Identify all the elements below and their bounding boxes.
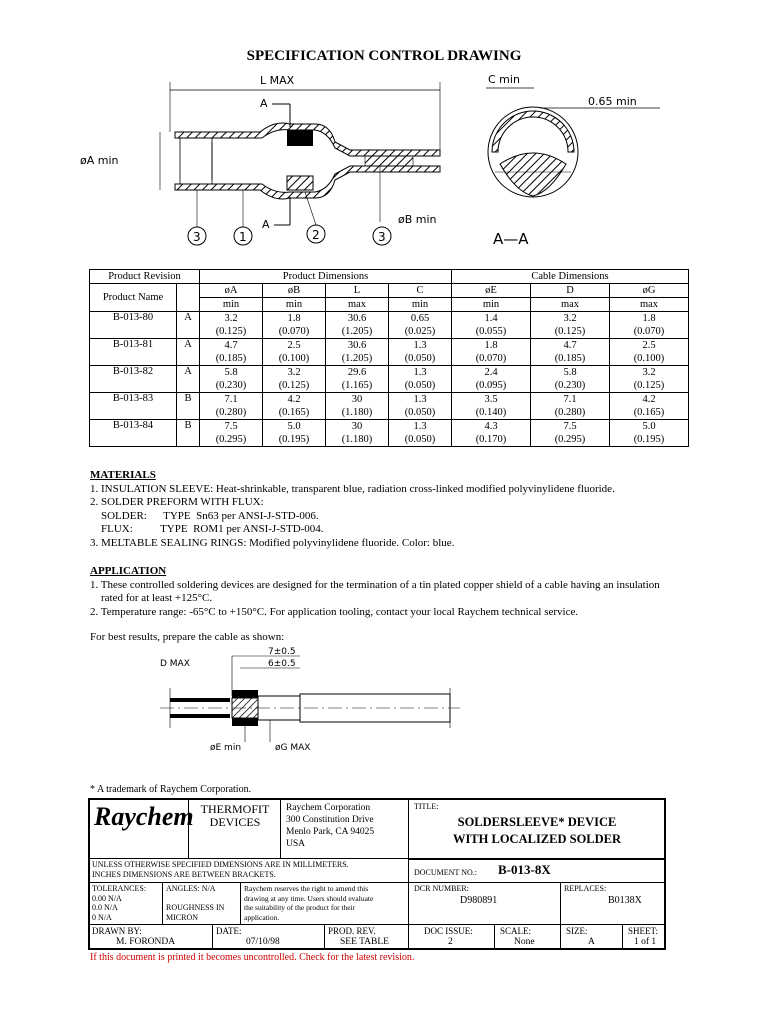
cell-mm: 4.7 bbox=[531, 339, 610, 353]
cell-mm: 4.3 bbox=[452, 420, 531, 434]
cell-mm: 4.2 bbox=[610, 393, 689, 407]
dim-b: øB min bbox=[398, 213, 437, 226]
doc-no: B-013-8X bbox=[498, 862, 551, 877]
th-l: L bbox=[326, 284, 389, 298]
cell-in: (0.230) bbox=[531, 379, 610, 393]
cell-in: (0.100) bbox=[610, 352, 689, 366]
drawn-by: M. FORONDA bbox=[116, 937, 176, 947]
disclaimer-line: drawing at any time. Users should evaluate bbox=[244, 893, 374, 903]
cell-mm: 2.4 bbox=[452, 366, 531, 380]
cable-prep-drawing bbox=[160, 648, 480, 758]
dim-a: øA min bbox=[80, 154, 119, 167]
th-a: øA bbox=[200, 284, 263, 298]
cell-mm: 4.7 bbox=[200, 339, 263, 353]
cell-in: (0.165) bbox=[610, 406, 689, 420]
callout-3a: 3 bbox=[193, 230, 201, 244]
th-d-unit: max bbox=[531, 298, 610, 312]
prep-gmax: øG MAX bbox=[275, 743, 311, 753]
disclaimer-line: application. bbox=[244, 912, 280, 922]
cell-in: (0.170) bbox=[452, 433, 531, 447]
th-a-unit: min bbox=[200, 298, 263, 312]
cell-in: (1.205) bbox=[326, 325, 389, 339]
prep-dmax: D MAX bbox=[160, 659, 190, 669]
dim-cmin: C min bbox=[488, 73, 520, 86]
product-name: B-013-80 bbox=[90, 312, 177, 339]
product-name: B-013-81 bbox=[90, 339, 177, 366]
roughness-2: MICRON bbox=[166, 912, 199, 922]
sheet: 1 of 1 bbox=[634, 937, 657, 947]
application-line: 2. Temperature range: -65°C to +150°C. For application tooling, contact your local Raychem technical service. bbox=[90, 605, 579, 618]
scale-label: SCALE: bbox=[500, 926, 532, 936]
disclaimer-line: Raychem reserves the right to amend this bbox=[244, 884, 369, 893]
cell-mm: 29.6 bbox=[326, 366, 389, 380]
date: 07/10/98 bbox=[246, 937, 280, 947]
th-product-name: Product Name bbox=[90, 284, 177, 312]
materials-section bbox=[90, 469, 615, 550]
materials-line: 1. INSULATION SLEEVE: Heat-shrinkable, transparent blue, radiation cross-linked modified polyvinylidene fluoride. bbox=[90, 482, 615, 495]
th-b: øB bbox=[263, 284, 326, 298]
document-title bbox=[408, 814, 666, 848]
cell-mm: 5.0 bbox=[610, 420, 689, 434]
cell-in: (0.050) bbox=[389, 379, 452, 393]
cell-mm: 1.8 bbox=[452, 339, 531, 353]
th-g-unit: max bbox=[610, 298, 689, 312]
cell-mm: 1.3 bbox=[389, 393, 452, 407]
cell-mm: 5.0 bbox=[263, 420, 326, 434]
size: A bbox=[588, 937, 595, 947]
th-e: øE bbox=[452, 284, 531, 298]
angles: ANGLES: N/A bbox=[166, 884, 216, 893]
units-note-1: UNLESS OTHERWISE SPECIFIED DIMENSIONS ARE IN MILLIMETERS. bbox=[92, 860, 349, 869]
cell-in: (0.195) bbox=[263, 433, 326, 447]
table-row bbox=[90, 393, 689, 407]
callout-1: 1 bbox=[239, 230, 247, 244]
disclaimer-line: the suitability of the product for their bbox=[244, 903, 356, 912]
cell-mm: 1.3 bbox=[389, 366, 452, 380]
cell-in: (0.070) bbox=[452, 352, 531, 366]
cell-mm: 0.65 bbox=[389, 312, 452, 326]
cell-in: (0.125) bbox=[263, 379, 326, 393]
th-c: C bbox=[389, 284, 452, 298]
title-block bbox=[88, 798, 666, 950]
th-l-unit: max bbox=[326, 298, 389, 312]
cell-in: (0.100) bbox=[263, 352, 326, 366]
scale: None bbox=[514, 937, 535, 947]
cell-mm: 30 bbox=[326, 420, 389, 434]
cell-in: (0.125) bbox=[200, 325, 263, 339]
address-line: Menlo Park, CA 94025 bbox=[286, 827, 375, 837]
prep-dim7: 7±0.5 bbox=[268, 647, 296, 657]
prod-rev: SEE TABLE bbox=[340, 937, 389, 947]
cell-mm: 5.8 bbox=[200, 366, 263, 380]
size-label: SIZE: bbox=[566, 926, 588, 936]
product-rev: A bbox=[177, 312, 200, 339]
product-table bbox=[89, 269, 689, 447]
th-e-unit: min bbox=[452, 298, 531, 312]
product-line-2: DEVICES bbox=[209, 815, 261, 829]
cell-mm: 7.5 bbox=[200, 420, 263, 434]
label-a-bottom: A bbox=[262, 218, 270, 231]
roughness-1: ROUGHNESS IN bbox=[166, 903, 225, 912]
cell-in: (0.230) bbox=[200, 379, 263, 393]
materials-line: SOLDER: TYPE Sn63 per ANSI-J-STD-006. bbox=[90, 509, 319, 522]
cell-in: (0.295) bbox=[200, 433, 263, 447]
units-note bbox=[92, 860, 349, 879]
prep-emin: øE min bbox=[210, 743, 242, 753]
product-rev: B bbox=[177, 420, 200, 447]
table-row bbox=[90, 366, 689, 380]
product-rev: A bbox=[177, 366, 200, 393]
cell-in: (0.070) bbox=[610, 325, 689, 339]
replaces: B0138X bbox=[608, 895, 642, 906]
address-line: 300 Constitution Drive bbox=[286, 815, 374, 825]
dim-lmax: L MAX bbox=[260, 74, 295, 87]
cell-mm: 7.5 bbox=[531, 420, 610, 434]
cell-mm: 1.8 bbox=[610, 312, 689, 326]
cell-mm: 30 bbox=[326, 393, 389, 407]
cell-mm: 2.5 bbox=[263, 339, 326, 353]
cell-in: (0.140) bbox=[452, 406, 531, 420]
cell-mm: 3.2 bbox=[610, 366, 689, 380]
title-label: TITLE: bbox=[414, 802, 439, 811]
product-name: B-013-83 bbox=[90, 393, 177, 420]
th-c-unit: min bbox=[389, 298, 452, 312]
cell-mm: 30.6 bbox=[326, 312, 389, 326]
callout-3b: 3 bbox=[378, 230, 386, 244]
table-row bbox=[90, 312, 689, 326]
th-g: øG bbox=[610, 284, 689, 298]
table-row bbox=[90, 339, 689, 353]
dim-065: 0.65 min bbox=[588, 95, 637, 108]
label-a-top: A bbox=[260, 97, 268, 110]
cell-mm: 1.3 bbox=[389, 420, 452, 434]
cell-in: (0.195) bbox=[610, 433, 689, 447]
doc-issue-label: DOC ISSUE: bbox=[424, 926, 473, 936]
cell-mm: 1.4 bbox=[452, 312, 531, 326]
prep-text: For best results, prepare the cable as shown: bbox=[90, 631, 285, 643]
application-heading: APPLICATION bbox=[90, 565, 167, 577]
cell-in: (0.050) bbox=[389, 433, 452, 447]
address-line: USA bbox=[286, 839, 306, 849]
application-line: rated for at least +125°C. bbox=[90, 592, 213, 604]
company-address bbox=[286, 802, 374, 850]
doc-issue: 2 bbox=[448, 937, 453, 947]
materials-line: 3. MELTABLE SEALING RINGS: Modified polyvinylidene fluoride. Color: blue. bbox=[90, 536, 455, 549]
title-line-1: SOLDERSLEEVE* DEVICE bbox=[457, 815, 617, 829]
th-revision: Product Revision bbox=[90, 270, 200, 284]
cell-in: (0.095) bbox=[452, 379, 531, 393]
roughness bbox=[166, 903, 224, 922]
application-section bbox=[90, 565, 660, 645]
tol-line: 0 N/A bbox=[92, 912, 112, 922]
cell-mm: 3.2 bbox=[263, 366, 326, 380]
cell-mm: 4.2 bbox=[263, 393, 326, 407]
cell-in: (0.295) bbox=[531, 433, 610, 447]
cell-mm: 2.5 bbox=[610, 339, 689, 353]
application-line: 1. These controlled soldering devices are designed for the termination of a tin plated copper shield of a cable having an insulation bbox=[90, 578, 660, 591]
product-rev: B bbox=[177, 393, 200, 420]
doc-no-label: DOCUMENT NO.: bbox=[414, 868, 477, 877]
date-label: DATE: bbox=[216, 926, 242, 936]
cell-in: (0.055) bbox=[452, 325, 531, 339]
cell-in: (0.165) bbox=[263, 406, 326, 420]
uncontrolled-notice: If this document is printed it becomes uncontrolled. Check for the latest revision. bbox=[90, 952, 415, 963]
cell-in: (0.070) bbox=[263, 325, 326, 339]
th-d: D bbox=[531, 284, 610, 298]
cell-mm: 7.1 bbox=[200, 393, 263, 407]
trademark-note: * A trademark of Raychem Corporation. bbox=[90, 784, 252, 795]
cell-in: (0.050) bbox=[389, 352, 452, 366]
th-product-dims: Product Dimensions bbox=[200, 270, 452, 284]
cell-in: (0.125) bbox=[610, 379, 689, 393]
materials-line: FLUX: TYPE ROM1 per ANSI-J-STD-004. bbox=[90, 523, 324, 535]
th-cable-dims: Cable Dimensions bbox=[452, 270, 689, 284]
dcr-label: DCR NUMBER: bbox=[414, 884, 469, 893]
materials-heading: MATERIALS bbox=[90, 469, 156, 481]
sleeve-drawing bbox=[80, 72, 670, 252]
table-row bbox=[90, 420, 689, 434]
drawn-by-label: DRAWN BY: bbox=[92, 926, 142, 936]
tol-label: TOLERANCES: bbox=[92, 884, 147, 893]
product-line-1: THERMOFIT bbox=[200, 802, 270, 816]
product-name: B-013-82 bbox=[90, 366, 177, 393]
tol-line: 0.00 N/A bbox=[92, 893, 122, 903]
tolerances bbox=[92, 884, 146, 922]
materials-line: 2. SOLDER PREFORM WITH FLUX: bbox=[90, 496, 264, 508]
cell-in: (0.185) bbox=[531, 352, 610, 366]
cell-in: (0.185) bbox=[200, 352, 263, 366]
cell-mm: 1.3 bbox=[389, 339, 452, 353]
cell-in: (1.205) bbox=[326, 352, 389, 366]
title-line-2: WITH LOCALIZED SOLDER bbox=[452, 832, 622, 846]
cell-in: (0.280) bbox=[200, 406, 263, 420]
cell-mm: 3.2 bbox=[531, 312, 610, 326]
cell-in: (1.180) bbox=[326, 433, 389, 447]
cell-mm: 30.6 bbox=[326, 339, 389, 353]
cell-mm: 1.8 bbox=[263, 312, 326, 326]
prod-rev-label: PROD. REV. bbox=[328, 926, 376, 936]
cell-in: (0.125) bbox=[531, 325, 610, 339]
units-note-2: INCHES DIMENSIONS ARE BETWEEN BRACKETS. bbox=[92, 869, 276, 879]
address-line: Raychem Corporation bbox=[286, 803, 371, 813]
tol-line: 0.0 N/A bbox=[92, 903, 118, 912]
prep-dim6: 6±0.5 bbox=[268, 659, 296, 669]
page-title: SPECIFICATION CONTROL DRAWING bbox=[246, 48, 522, 64]
disclaimer bbox=[244, 884, 373, 922]
cell-mm: 3.2 bbox=[200, 312, 263, 326]
callout-2: 2 bbox=[312, 228, 320, 242]
dcr-number: D980891 bbox=[460, 895, 498, 906]
cell-in: (1.165) bbox=[326, 379, 389, 393]
th-b-unit: min bbox=[263, 298, 326, 312]
raychem-logo: Raychem bbox=[94, 802, 194, 831]
cell-mm: 3.5 bbox=[452, 393, 531, 407]
cell-in: (0.280) bbox=[531, 406, 610, 420]
cell-mm: 5.8 bbox=[531, 366, 610, 380]
cell-mm: 7.1 bbox=[531, 393, 610, 407]
cell-in: (0.050) bbox=[389, 406, 452, 420]
product-line bbox=[190, 803, 280, 829]
sheet-label: SHEET: bbox=[628, 926, 659, 936]
product-name: B-013-84 bbox=[90, 420, 177, 447]
cell-in: (0.025) bbox=[389, 325, 452, 339]
cell-in: (1.180) bbox=[326, 406, 389, 420]
section-label: A—A bbox=[493, 230, 529, 248]
replaces-label: REPLACES: bbox=[564, 884, 607, 893]
product-rev: A bbox=[177, 339, 200, 366]
